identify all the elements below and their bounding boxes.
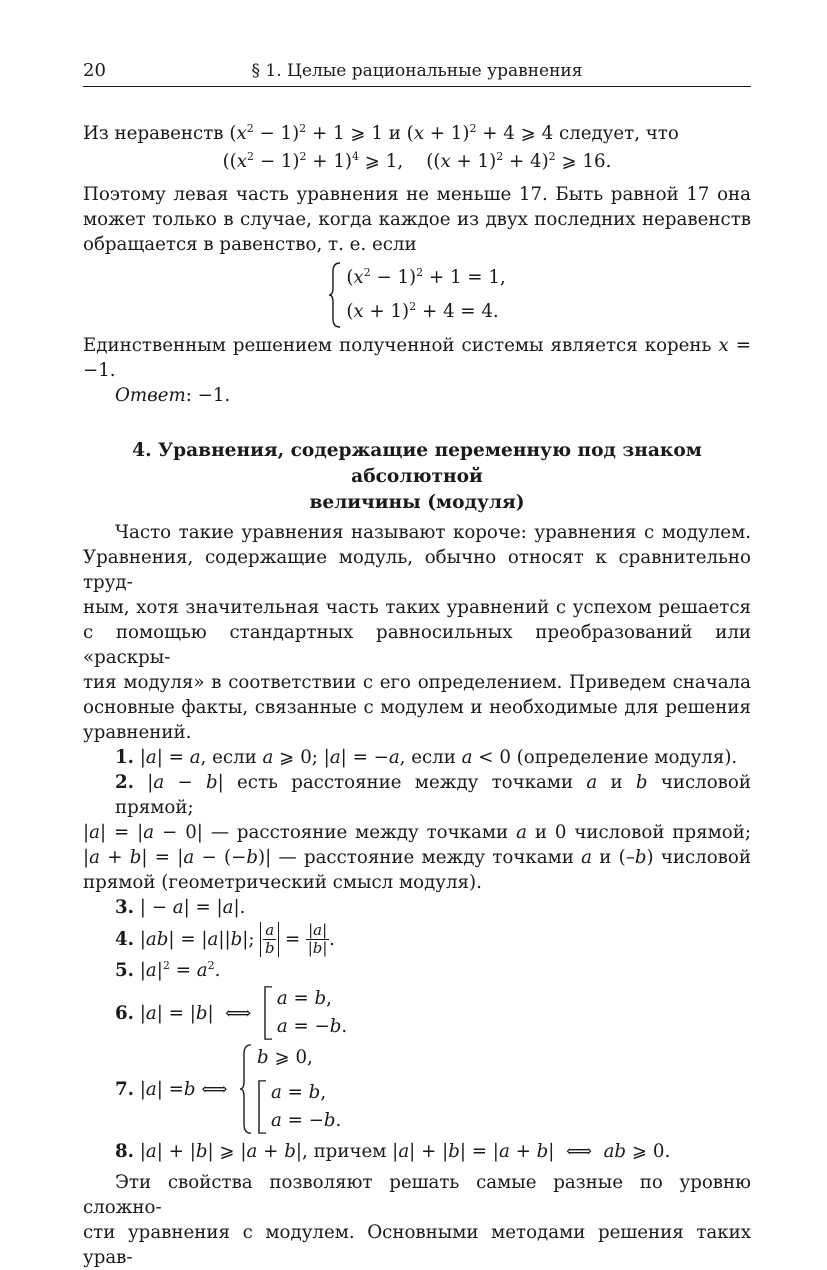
- paragraph-conclusion-3: обращается в равенство, т. е. если: [83, 234, 417, 255]
- paragraph-conclusion: Поэтому левая часть уравнения не меньше 17. Быть равной 17 она: [83, 184, 751, 205]
- square-bracket-icon: [263, 985, 273, 1041]
- square-bracket-icon: [257, 1079, 267, 1135]
- paragraph-conclusion-2: может только в случае, когда каждое из двух последних неравенств: [83, 209, 751, 230]
- property-7: 7. | a | = b ⟺ b ⩾ 0, a = b, a = −b.: [83, 1043, 751, 1135]
- curly-brace-icon: [328, 261, 342, 329]
- property-5: 5. $|a|^2 = a^2$.: [115, 959, 221, 981]
- system-equations: [83, 261, 751, 329]
- page: [83, 58, 751, 1270]
- property-2: 2. |a − b| есть расстояние между точками a и b числовой прямой; |a| = |a − 0| — расстояние между точками a и 0 числовой прямой; |a + b| = |a − (−b)| — расстояние между точками a и (–b) числовой прямой (геометрический смысл модуля).: [83, 772, 751, 893]
- property-6: 6. | a | = | b | ⟺ a = b, a = −b.: [83, 985, 751, 1041]
- section-title: 4. Уравнения, содержащие переменную под знаком абсолютной величины (модуля): [132, 440, 702, 513]
- system-row-2: $(x + 1)^2 + 4 = 4$.: [346, 300, 499, 322]
- page-number: 20: [83, 60, 106, 81]
- property-3: 3. | − a| = |a|.: [115, 897, 246, 918]
- header-title: § 1. Целые рациональные уравнения: [251, 61, 583, 81]
- paragraph-solution: Единственным решением полученной системы является корень x = −1.: [83, 335, 751, 381]
- closing-paragraph: Эти свойства позволяют решать самые разные по уровню сложно- сти уравнения с модулем. Основными методами решения таких урав-: [83, 1172, 751, 1268]
- answer: Ответ: −1.: [115, 385, 231, 406]
- paragraph-inequalities: Из неравенств $(x^2 - 1)^2 + 1$ ⩾ 1 и $(x + 1)^2 + 4$ ⩾ 4 следует, что: [83, 122, 679, 144]
- system-row-1: $(x^2 - 1)^2 + 1 = 1$,: [346, 266, 506, 288]
- property-8: 8. |a| + |b| ⩾ |a + b|, причем |a| + |b| = |a + b| ⟺ ab ⩾ 0.: [115, 1141, 671, 1162]
- property-1: 1. |a| = a, если a ⩾ 0; |a| = −a, если a < 0 (определение модуля).: [115, 747, 738, 768]
- running-header: [83, 58, 751, 87]
- property-4: 4. | ab | = | a || b |; $\frac{a}{b}$ = $\frac{|a|}{|b|}$ .: [115, 920, 335, 957]
- curly-brace-icon: [239, 1043, 253, 1135]
- formula-inequalities: $((x^2 - 1)^2 + 1)^4$ ⩾ 1, $((x + 1)^2 + 4)^2$ ⩾ 16.: [222, 150, 612, 172]
- section-intro: Часто такие уравнения называют короче: уравнения с модулем. Уравнения, содержащие модуль, обычно относят к сравнительно труд- ным, хотя значительная часть таких уравнений с успехом решается с помощью стандартных равносильных преобразований или «раскры- тия модуля» в соответствии с его определением. Приведем сначала основные факты, связанные с модулем и необходимые для решения уравнений.: [83, 522, 751, 743]
